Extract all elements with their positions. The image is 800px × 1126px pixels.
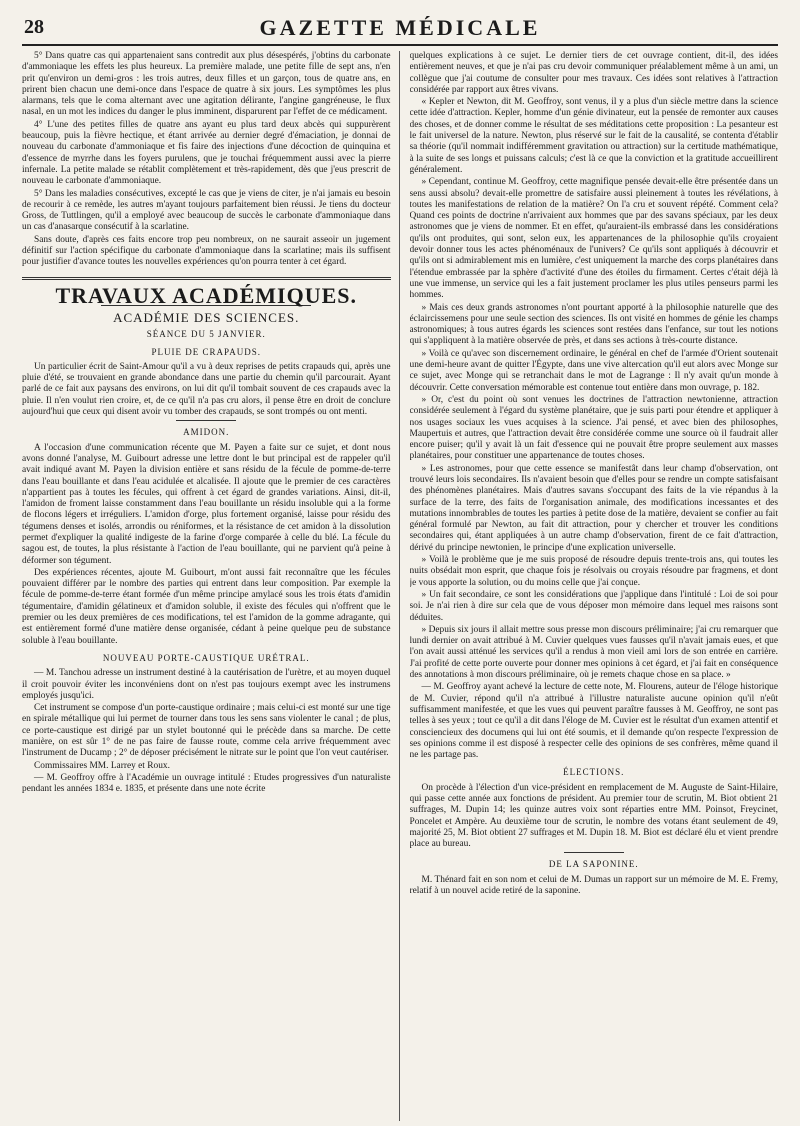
section-divider [22, 277, 391, 280]
paragraph: On procède à l'élection d'un vice-président en remplacement de M. Auguste de Saint-Hilaire, qui passe cette année aux fonctions de président. Au premier tour de scrutin, M. Biot obtient 21 suffrages, M. Dupin 14; les quinze autres voix sont réparties entre MM. Poinsot, Freycinet, Poncelet et Ampère. Au deuxième tour de scrutin, le nombre des votans étant seulement de 49, majorité 25, M. Biot obtient 27 suffrages et M. Dupin 18. M. Biot est déclaré élu et vient prendre place au bureau. [409, 782, 778, 850]
heading-elections: ÉLECTIONS. [563, 767, 625, 778]
columns [22, 51, 778, 1121]
academy-title: ACADÉMIE DES SCIENCES. [113, 309, 300, 325]
seance-date: SÉANCE DU 5 JANVIER. [146, 329, 266, 340]
section-title: TRAVAUX ACADÉMIQUES. [55, 282, 358, 308]
paragraph: 5° Dans les maladies consécutives, excepté le cas que je viens de citer, je n'ai jamais eu besoin de recourir à ce remède, les autres m'ayant toujours parfaitement bien réussi. Je tiens du docteur Gross, de Tuttlingen, qu'il a employé avec beaucoup de succès le carbonate d'ammoniaque dans un cas d'anasarque consécutif à la scarlatine. [22, 188, 391, 233]
paragraph: » Voilà ce qu'avec son discernement ordinaire, le général en chef de l'armée d'Orient soutenait une demi-heure avant de quitter l'Égypte, dans une vive altercation qu'il eut alors avec Monge sur ce sujet, avec Monge qui se retranchait dans le mot de Lagrange : Il n'y avait qu'un monde à découvrir. Cette conversation mémorable est contenue tout entière dans mon ouvrage, p. 182. [409, 348, 778, 393]
paragraph: » Or, c'est du point où sont venues les doctrines de l'attraction newtonienne, attraction considérée seulement à l'égard du système planétaire, que je suis parti pour étendre et appliquer à nos usages sociaux les vues acquises à la science. J'ai pensé, et avec bien des philosophes, Maupertuis et autres, que l'attraction devait être considérée comme une source où il faudrait aller encore puiser; qu'il y avait là un fait d'essence qui ne pouvait être propre seulement aux masses planétaires, pour constituer une appartenance de toutes choses. [409, 394, 778, 462]
page-number: 28 [24, 16, 44, 38]
divider [564, 852, 624, 853]
paragraph: 4° L'une des petites filles de quatre ans ayant eu plus tard deux abcès qui suppurèrent beaucoup, puis la fièvre hectique, et étant arrivée au dernier degré d'émaciation, je donnai de nouveau du carbonate d'ammoniaque et fis faire des injections d'une décoction de quinquina et d'essence de myrrhe dans les foyers purulens, que je touchai fréquemment aussi avec la pierre infernale. La petite malade se rétablit complètement et très-rapidement, dès que j'eus prescrit de nouveau le carbonate d'ammoniaque. [22, 119, 391, 187]
heading-pluie: PLUIE DE CRAPAUDS. [151, 346, 261, 357]
paragraph: » Cependant, continue M. Geoffroy, cette magnifique pensée devait-elle être présentée dans un sens aussi absolu? devait-elle promettre de satisfaire aussi pleinement à toutes les révélations, à toutes les manifestations de relation de la matière? On l'a cru et souvent répété. Comment cela? Quand ces points de doctrine n'arrivaient aux hommes que par des savans spéciaux, par les deux astronomes que je viens de nommer. Et en effet, qu'auraient-ils embrassé dans les considérations qu'ils ont produites, qui sont, selon eux, les appartenances de la philosophie qu'ils croyaient devoir donner tous les actes phénoménaux de l'univers? Ce qu'ils sont appliqués à découvrir et qu'ils ont si admirablement mis en lumière, c'est uniquement la marche des corps planétaires dans l'étendue embrassée par la sphère d'activité d'une des étoiles du firmament. Certes c'était déjà là une vue immense, un service qui les a fait justement proclamer les plus utiles penseurs parmi les hommes. [409, 177, 778, 301]
paragraph: — M. Geoffroy offre à l'Académie un ouvrage intitulé : Etudes progressives d'un naturaliste pendant les années 1834 e. 1835, et présente dans une note écrite [22, 772, 391, 795]
paragraph: — M. Tanchou adresse un instrument destiné à la cautérisation de l'urètre, et au moyen duquel il croit pouvoir éviter les inconvéniens dont on n'est pas toujours exempt avec les instrumens employés jusqu'ici. [22, 668, 391, 701]
paragraph: quelques explications à ce sujet. Le dernier tiers de cet ouvrage contient, dit-il, des idées entièrement neuves, et que je n'ai pas cru devoir communiquer préalablement même à un ami, un collègue que j'ai coutume de consulter pour mes travaux. Ces idées sont relatives à l'attraction considérée par rapport aux êtres vivans. [409, 51, 778, 95]
left-column [22, 51, 400, 1121]
paragraph: » Voilà le problème que je me suis proposé de résoudre depuis trente-trois ans, qui toutes les nuits obsédait mon esprit, que chaque fois je résolvais ou croyais résoudre par fragmens, et dont je vous apporte la solution, ou du moins celle que j'ai conçue. [409, 555, 778, 588]
paragraph: » Depuis six jours il allait mettre sous presse mon discours préliminaire; j'ai cru remarquer que lundi dernier on avait attribué à M. Cuvier quelques vues fausses qu'il n'avait jamais eues, et que l'on avait aussi atténué les services qu'il a rendus à mon vieil ami lors de son entrée en carrière. J'ai profité de cette porte ouverte pour donner mes opinions à cet égard, et j'ai fait en conséquence des annotations à mon discours préliminaire, où je remets chaque chose en sa place. » [409, 624, 778, 681]
heading-saponine: DE LA SAPONINE. [548, 859, 639, 870]
page-header [22, 14, 778, 46]
paragraph: » Les astronomes, pour que cette essence se manifestât dans leur champ d'observation, ont trouvé leurs lois secondaires. Ils n'avaient besoin que d'elles pour se rendre un compte satisfaisant des phénomènes planétaires. Mais d'autres savans s'occupant des faits de la vie répandus à la surface de la terre, des faits de l'organisation animale, des modifications incessantes et des mutations innombrables de toutes les parties à petite dose de la matière, devaient se confier au fait général formulé par Newton, au fait dit attraction, pour y chercher et trouver les conditions secondaires qui, étant appliquées à un autre champ d'observation, firent de ce fait d'attraction, dérivé du principe newtonien, le principe d'une explication universelle. [409, 463, 778, 553]
heading-amidon: AMIDON. [183, 427, 230, 438]
divider [176, 420, 236, 421]
paragraph: Un particulier écrit de Saint-Amour qu'il a vu à deux reprises de petits crapauds qui, après une pluie d'été, se trouvaient en grande abondance dans une partie du chemin qu'il parcourait. Ayant parlé de ce fait aux paysans des environs, on lui dit qu'il tombait souvent de ces crapauds avec la pluie. Il n'en voulut rien croire, et, de ce qu'il n'a pas cru alors, il pense être en droit de conclure aujourd'hui que ceux qui disent avoir vu tomber des crapauds, se sont trompés ou ont menti. [22, 361, 391, 418]
paragraph: Des expériences récentes, ajoute M. Guibourt, m'ont aussi fait reconnaître que les fécules pouvaient différer par le nombre des parties qui entrent dans leur composition. Par exemple la fécule de pomme-de-terre étant formée d'un même principe amylacé sous les trois états d'amidin tégumentaire, d'amidin gélatineux et d'amidon soluble, il existe des fécules qui n'offrent que le premier ou les deux premières de ces modifications, tel est l'amidon de la gomme adragante, qui est entièrement formé d'une matière dense organisée, cédant à peine quelque peu de substance soluble à l'eau bouillante. [22, 567, 391, 646]
paragraph: A l'occasion d'une communication récente que M. Payen a faite sur ce sujet, et dont nous avons donné l'analyse, M. Guibourt adresse une lettre dont le but principal est de rappeler qu'il avait indiqué avant M. Payen la division entière et sans résidu de la fécule de pomme-de-terre dans l'eau bouillante et dans l'eau acidulée et alcalisée. Il ajoute que le premier de ces caractères n'appartient pas à toutes les fécules, qui offrent à cet égard de grandes variations. Ainsi, dit-il, l'amidon de froment laisse constamment dans l'eau bouillante un résidu insoluble qui a la forme de flocons légers et irréguliers. L'amidon d'orge, plus fortement organisé, laisse pour résidu des tégumens denses et isolés, arrondis ou réniformes, et la résistance de cet amidon à la dissolution permet d'expliquer la qualité indigeste de la farine d'orge comparée à celle du blé. La fécule du sagou est, de toutes, la plus résistante à l'action de l'eau bouillante, qui ne parvient qu'à peine à déformer son tégument. [22, 442, 391, 566]
right-column [410, 51, 779, 1121]
paragraph: « Kepler et Newton, dit M. Geoffroy, sont venus, il y a plus d'un siècle mettre dans la science cette idée d'attraction. Kepler, homme d'un génie divinateur, eut la pensée de remonter aux causes des choses, et de donner comme le résultat de ses méditations cette proposition : La pesanteur est le fait universel de la nature. Newton, plus réservé sur le fait de la causalité, se contenta d'établir sa théorie (qu'il nommait indifféremment gravitation ou attraction) sur la certitude mathématique, à la suite de ses longs et puissans calculs; c'est là ce que la conviction et la gratitude accueillirent généralement. [409, 97, 778, 175]
paragraph: M. Thénard fait en son nom et celui de M. Dumas un rapport sur un mémoire de M. E. Fremy, relatif à un nouvel acide retiré de la saponine. [409, 874, 778, 897]
paragraph: Sans doute, d'après ces faits encore trop peu nombreux, on ne saurait asseoir un jugement définitif sur l'action spécifique du carbonate d'ammoniaque dans la scarlatine; mais ils suffisent pour justifier d'avance toutes les nouvelles expériences qu'on pourra tenter à cet égard. [22, 234, 391, 268]
heading-caustique: NOUVEAU PORTE-CAUSTIQUE URÉTRAL. [102, 652, 310, 663]
paragraph: — M. Geoffroy ayant achevé la lecture de cette note, M. Flourens, auteur de l'éloge historique de M. Cuvier, répond qu'il n'a attribué à l'illustre naturaliste aucune opinion qu'il n'eût suffisamment manifestée, et que les vues qui peuvent paraître fausses à M. Geoffroy, ne sont pas telles à ses yeux ; tout ce qu'il a dit dans l'éloge de M. Cuvier est le résultat d'un examen attentif et consciencieux des documens qui lui ont été soumis, et il demande qu'on respecte l'expression de ses opinions comme il est disposé à respecter celle des opinions de ses confrères, même quand il ne les partage pas. [409, 682, 778, 761]
paragraph: 5° Dans quatre cas qui appartenaient sans contredit aux plus désespérés, j'obtins du carbonate d'ammoniaque les effets les plus heureux. La première malade, une petite fille de sept ans, n'en prit qu'environ un demi-gros : les trois autres, deux filles et un garçon, tous de quatre ans, en prirent bien chacun une demi-once dans l'espace de quatre à six jours. Les symptômes les plus alarmans, tels que le coma alternant avec une agitation délirante, l'angine gangréneuse, le flux nasal, en un mot les indices du danger le plus imminent, disparurent par l'effet de ce médicament. [22, 51, 391, 118]
paragraph: » Mais ces deux grands astronomes n'ont pourtant apporté à la philosophie naturelle que des éclaircissemens pour une seule section des sciences. Ils ont visité en hommes de génie les champs astronomiques; à tous autres égards les sciences sont restées dans l'enfance, sur tout les notions qui s'appliquent à la matière observée de près, et dans ses actions à très-courte distance. [409, 302, 778, 347]
running-title: GAZETTE MÉDICALE [259, 15, 541, 40]
paragraph: Commissaires MM. Larrey et Roux. [34, 760, 170, 771]
paragraph: » Un fait secondaire, ce sont les considérations que j'applique dans l'intitulé : Loi de soi pour soi. Je n'ai rien à dire sur cela que de vous déposer mon mémoire dans lequel mes raisons sont déduites. [409, 589, 778, 623]
paragraph: Cet instrument se compose d'un porte-caustique ordinaire ; mais celui-ci est monté sur une tige en spirale métallique qui lui permet de tourner dans tous les sens sans violenter le canal ; de plus, ce porte-caustique est dirigé par un stylet boutonné qui le précède dans sa marche. De cette manière, on est sûr 1° de ne pas faire de fausse route, comme cela arrive fréquemment avec l'instrument de Ducamp ; 2° de déposer précisément le nitrate sur le point que l'on veut cautériser. [22, 703, 391, 759]
